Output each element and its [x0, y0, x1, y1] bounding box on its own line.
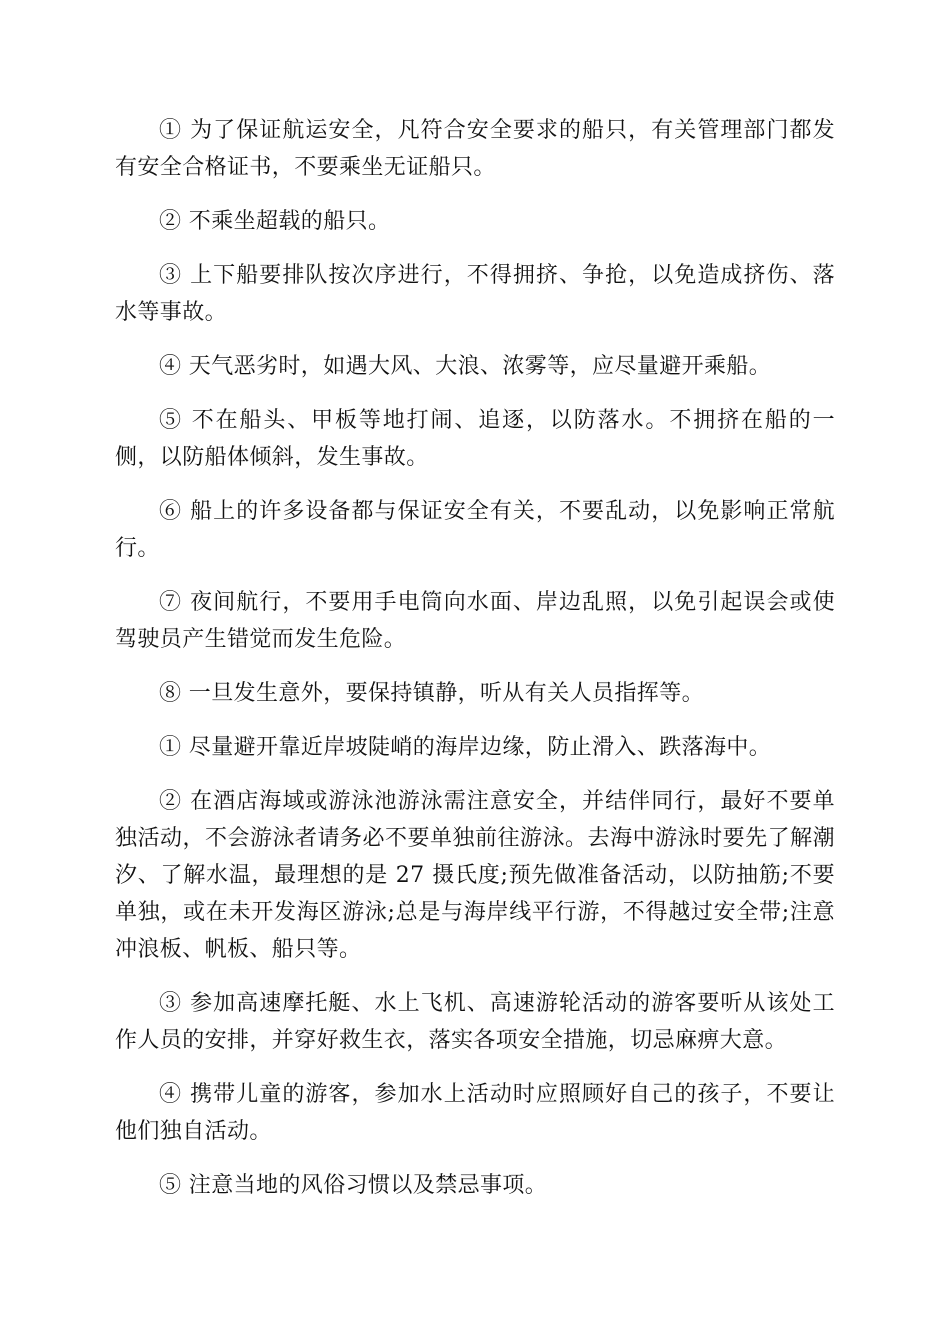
paragraph-sea-3: ③ 参加高速摩托艇、水上飞机、高速游轮活动的游客要听从该处工作人员的安排，并穿好救生衣，落实各项安全措施，切忌麻痹大意。 [115, 991, 835, 1053]
paragraph-boat-6: ⑥ 船上的许多设备都与保证安全有关，不要乱动，以免影响正常航行。 [115, 499, 835, 561]
paragraph-boat-7: ⑦ 夜间航行，不要用手电筒向水面、岸边乱照，以免引起误会或使驾驶员产生错觉而发生危险。 [115, 590, 835, 652]
paragraph-sea-5: ⑤ 注意当地的风俗习惯以及禁忌事项。 [159, 1173, 548, 1198]
paragraph-sea-4: ④ 携带儿童的游客，参加水上活动时应照顾好自己的孩子，不要让他们独自活动。 [115, 1082, 835, 1144]
document-body [115, 112, 835, 1221]
paragraph-boat-3: ③ 上下船要排队按次序进行，不得拥挤、争抢，以免造成挤伤、落水等事故。 [115, 263, 835, 325]
paragraph-sea-1: ① 尽量避开靠近岸坡陡峭的海岸边缘，防止滑入、跌落海中。 [159, 735, 772, 760]
paragraph-boat-4: ④ 天气恶劣时，如遇大风、大浪、浓雾等，应尽量避开乘船。 [159, 354, 772, 379]
paragraph-boat-5: ⑤ 不在船头、甲板等地打闹、追逐，以防落水。不拥挤在船的一侧，以防船体倾斜，发生事故。 [115, 408, 835, 470]
paragraph-boat-2: ② 不乘坐超载的船只。 [159, 209, 391, 234]
paragraph-boat-1: ① 为了保证航运安全，凡符合安全要求的船只，有关管理部门都发有安全合格证书，不要乘坐无证船只。 [115, 118, 835, 180]
paragraph-boat-8: ⑧ 一旦发生意外，要保持镇静，听从有关人员指挥等。 [159, 681, 704, 706]
paragraph-sea-2: ② 在酒店海域或游泳池游泳需注意安全，并结伴同行，最好不要单独活动，不会游泳者请务必不要单独前往游泳。去海中游泳时要先了解潮汐、了解水温，最理想的是 27 摄氏度;预先做准备活动，以防抽筋;不要单独，或在未开发海区游泳;总是与海岸线平行游，不得越过安全带;注意冲浪板、帆板、船只等。 [115, 789, 835, 962]
